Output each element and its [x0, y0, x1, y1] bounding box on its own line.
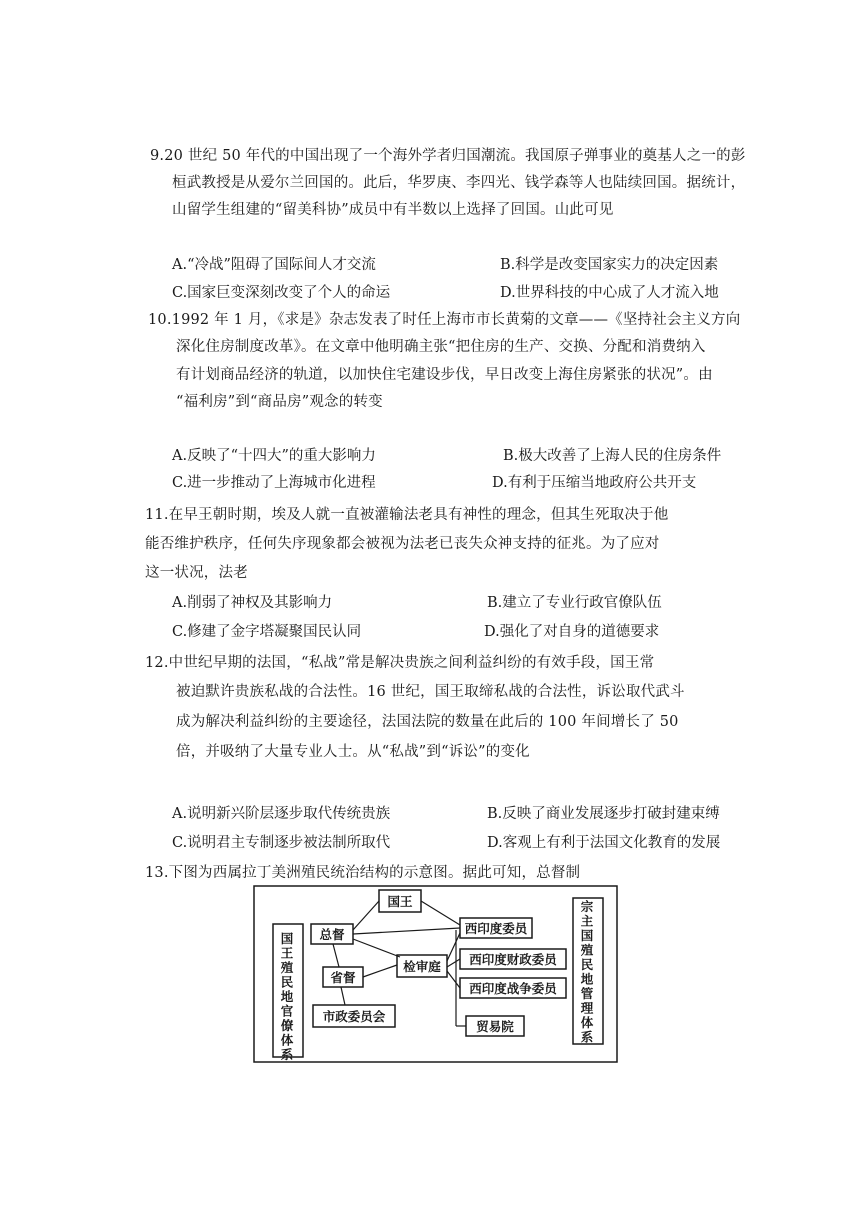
q9-line-2: 桓武教授是从爱尔兰回国的。此后，华罗庚、李四光、钱学森等人也陆续回国。据统计，	[172, 175, 746, 191]
q10-line-4: “福利房”到“商品房”观念的转变	[176, 394, 383, 410]
colonial-structure-diagram	[253, 885, 618, 1063]
q12-option-c: C.说明君主专制逐步被法制所取代	[172, 835, 391, 851]
viceroy-label: 总督	[319, 927, 345, 942]
q11-option-a: A.削弱了神权及其影响力	[172, 595, 333, 611]
q9-option-c: C.国家巨变深刻改变了个人的命运	[172, 285, 391, 301]
council-indies-label: 西印度委员	[464, 921, 528, 936]
finance-label: 西印度财政委员	[469, 952, 557, 967]
q11-option-d: D.强化了对自身的道德要求	[484, 624, 660, 640]
q9-line-3: 山留学生组建的“留美科协”成员中有半数以上选择了回国。山此可见	[172, 202, 614, 218]
q12-line-1: 12.中世纪早期的法国，“私战”常是解决贵族之间利益纠纷的有效手段，国王常	[145, 655, 655, 671]
q10-line-3: 有计划商品经济的轨道，以加快住宅建设步伐，早日改变上海住房紧张的状况”。由	[176, 367, 713, 383]
q10-line-2: 深化住房制度改革》。在文章中他明确主张“把住房的生产、交换、分配和消费纳入	[176, 339, 706, 355]
trade-label: 贸易院	[476, 1019, 514, 1034]
q9-option-b: B.科学是改变国家实力的决定因素	[500, 257, 719, 273]
left-system-label: 国王殖民地官僚体系	[280, 931, 296, 1062]
municipal-label: 市政委员会	[322, 1009, 386, 1024]
q12-line-4: 倍，并吸纳了大量专业人士。从“私战”到“诉讼”的变化	[176, 744, 530, 760]
king-label: 国王	[387, 894, 413, 909]
q11-option-c: C.修建了金字塔凝聚国民认同	[172, 624, 362, 640]
q13-line-1: 13.下图为西属拉丁美洲殖民统治结构的示意图。据此可知，总督制	[145, 865, 581, 881]
q12-line-2: 被迫默许贵族私战的合法性。16 世纪，国王取缔私战的合法性，诉讼取代武斗	[176, 684, 685, 700]
q10-line-1: 10.1992 年 1 月，《求是》杂志发表了时任上海市市长黄菊的文章——《坚持社会主义方向	[148, 312, 741, 328]
q10-option-d: D.有利于压缩当地政府公共开支	[492, 475, 697, 491]
governor-label: 省督	[330, 970, 356, 985]
q9-option-a: A.“冷战”阻碍了国际间人才交流	[172, 257, 376, 273]
q10-option-a: A.反映了“十四大”的重大影响力	[172, 448, 376, 464]
q11-line-2: 能否维护秩序，任何失序现象都会被视为法老已丧失众神支持的征兆。为了应对	[145, 536, 660, 552]
q12-option-b: B.反映了商业发展逐步打破封建束缚	[487, 806, 720, 822]
q11-line-1: 11.在早王朝时期，埃及人就一直被灌输法老具有神性的理念，但其生死取决于他	[145, 507, 669, 523]
q9-line-1: 9.20 世纪 50 年代的中国出现了一个海外学者归国潮流。我国原子弹事业的奠基人之一的彭	[150, 148, 746, 164]
q12-option-d: D.客观上有利于法国文化教育的发展	[487, 835, 721, 851]
q12-option-a: A.说明新兴阶层逐步取代传统贵族	[172, 806, 391, 822]
right-system-label: 宗主国殖民地管理体系	[580, 899, 596, 1045]
q11-line-3: 这一状况，法老	[145, 565, 248, 581]
diagram-outer-frame	[254, 886, 617, 1062]
q12-line-3: 成为解决利益纠纷的主要途径，法国法院的数量在此后的 100 年间增长了 50	[176, 714, 679, 730]
war-label: 西印度战争委员	[469, 981, 557, 996]
audiencia-label: 检审庭	[403, 959, 441, 974]
q9-option-d: D.世界科技的中心成了人才流入地	[500, 285, 719, 301]
q10-option-c: C.进一步推动了上海城市化进程	[172, 475, 376, 491]
q11-option-b: B.建立了专业行政官僚队伍	[487, 595, 662, 611]
q10-option-b: B.极大改善了上海人民的住房条件	[503, 448, 722, 464]
